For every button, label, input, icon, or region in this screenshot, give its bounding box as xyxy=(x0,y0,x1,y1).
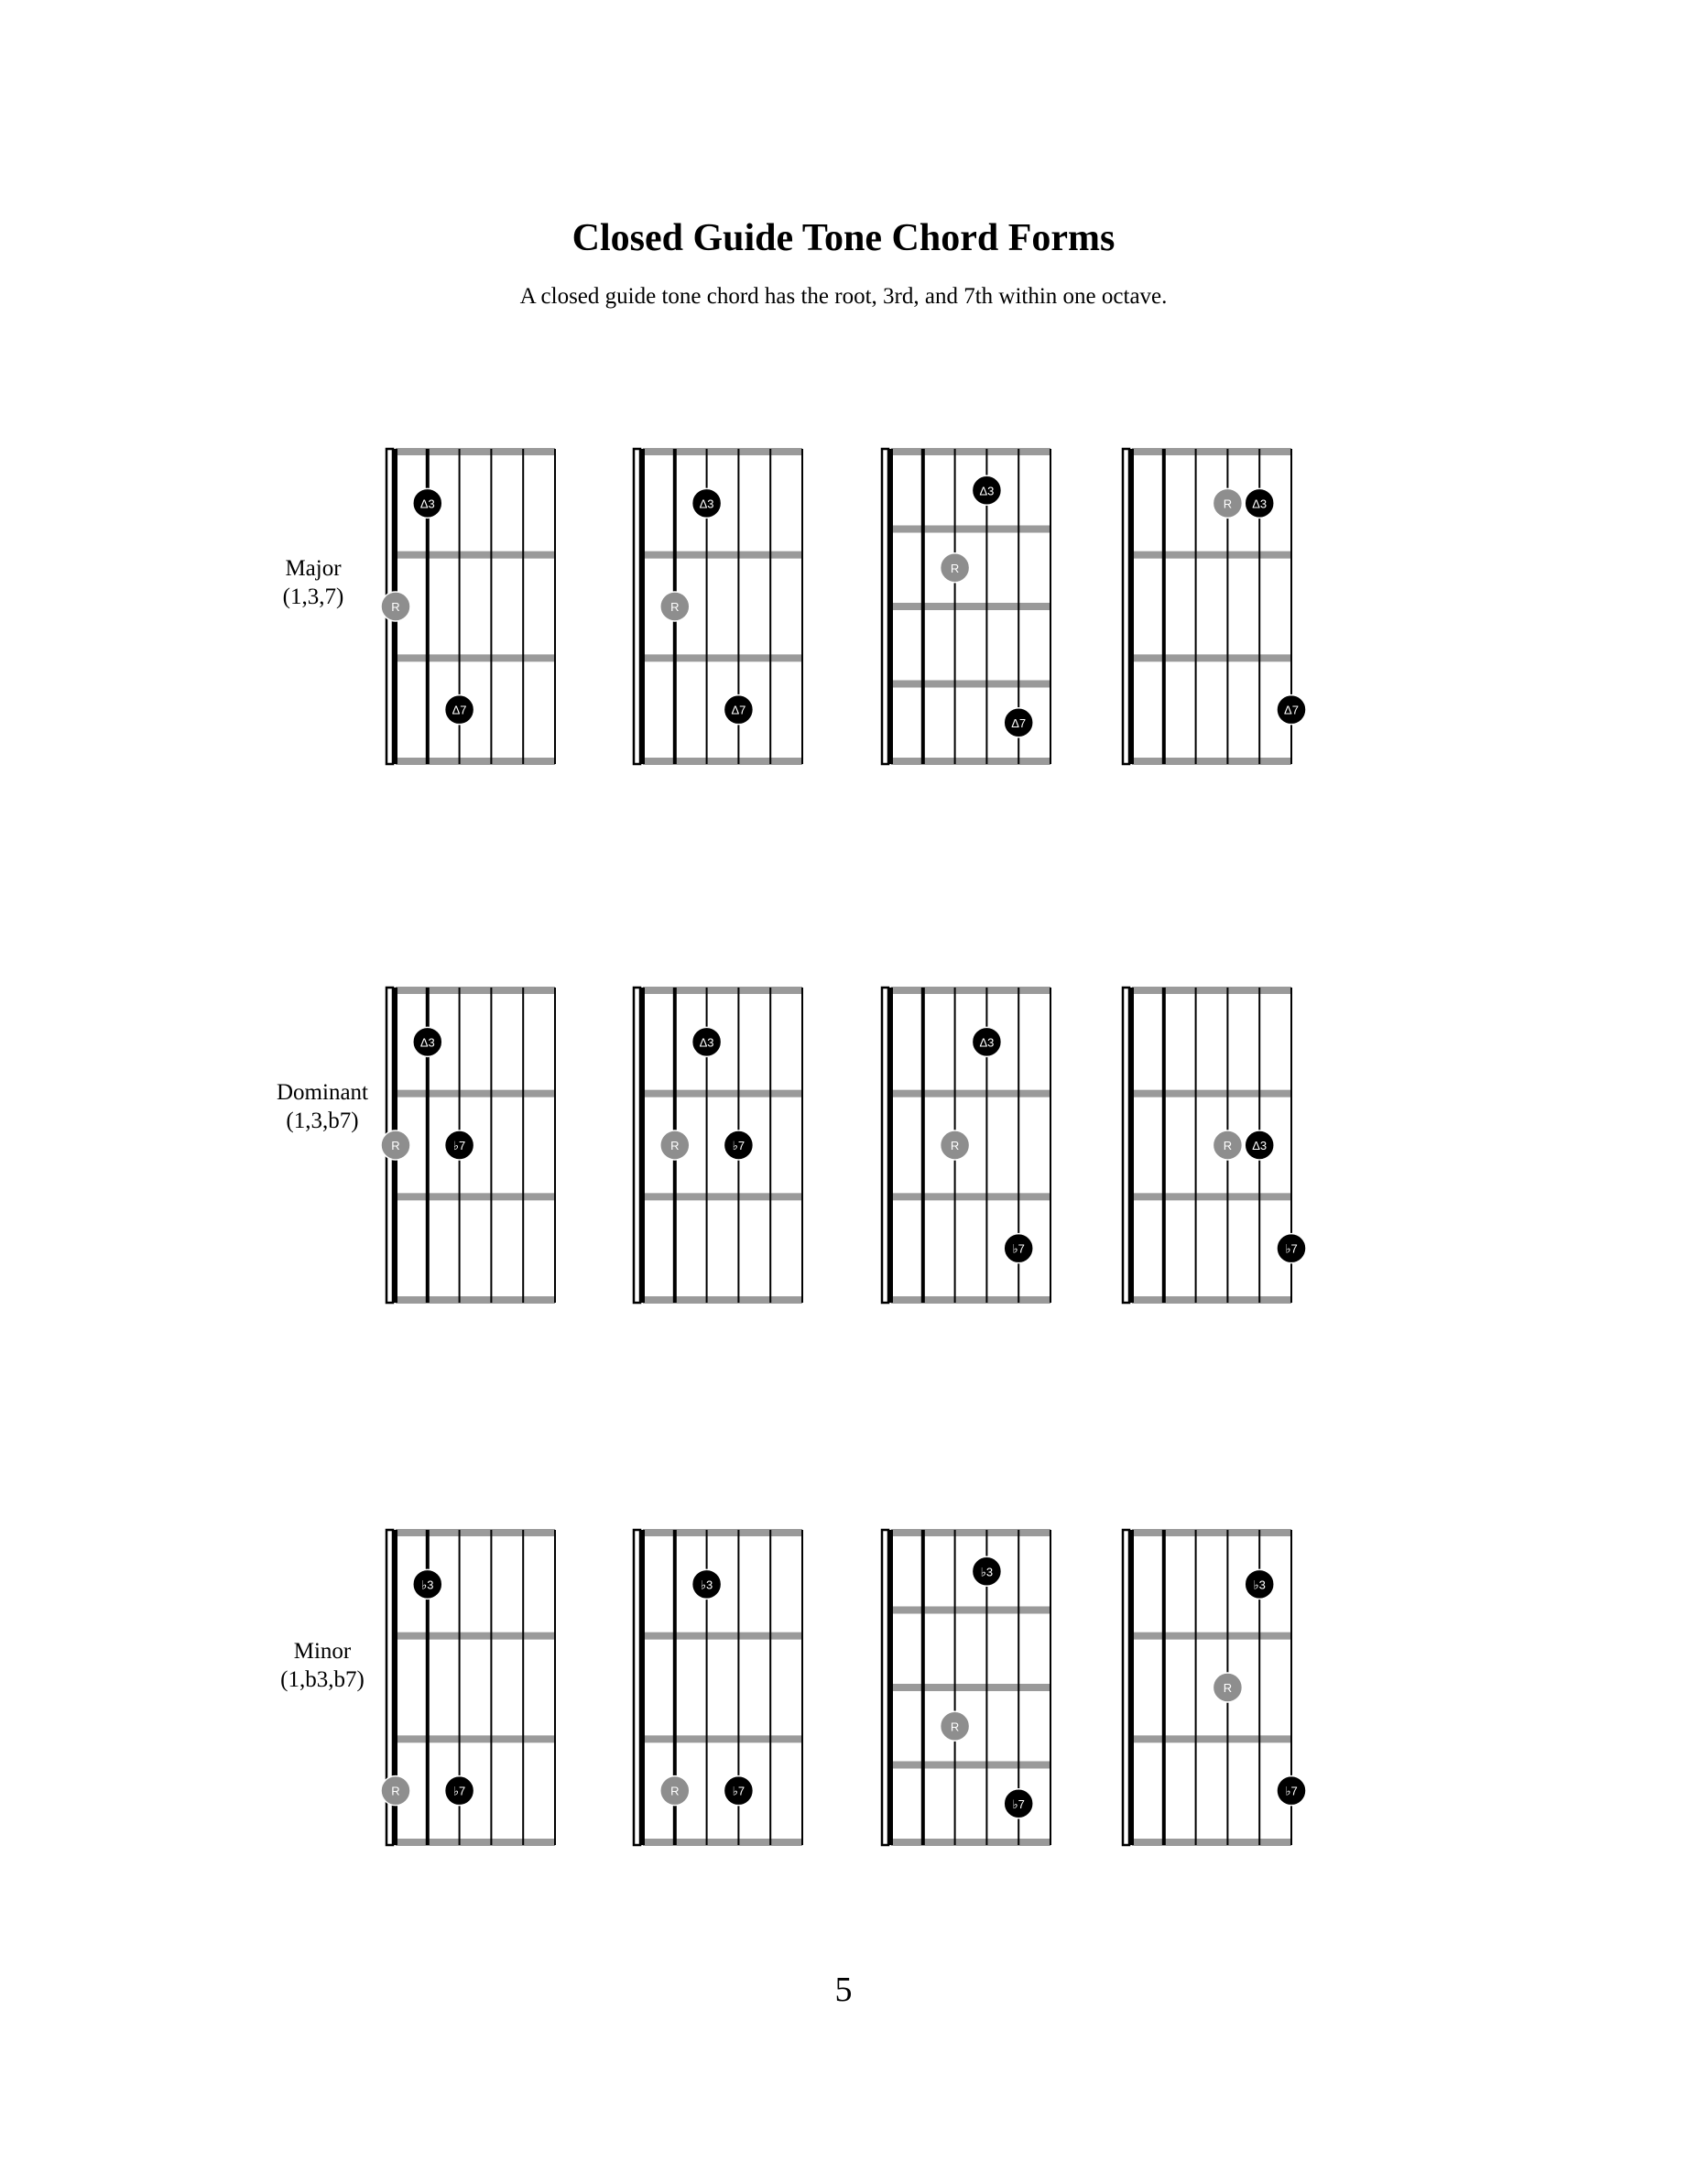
fret-line xyxy=(396,987,555,994)
fret-line xyxy=(396,654,555,661)
chord-tone-dot xyxy=(1004,1789,1033,1818)
fret-line xyxy=(891,1193,1050,1200)
fret-line xyxy=(891,681,1050,688)
chord-tone-dot xyxy=(724,695,753,725)
row-label-major xyxy=(222,554,405,611)
fret-line xyxy=(891,1607,1050,1614)
chord-diagram xyxy=(1116,1525,1304,1850)
dot-label: R xyxy=(950,561,960,575)
row-name: Dominant xyxy=(277,1080,368,1105)
fret-line xyxy=(891,603,1050,610)
fret-line xyxy=(643,1193,802,1200)
fret-line xyxy=(396,1735,555,1742)
root-dot xyxy=(941,1130,970,1160)
fret-line xyxy=(396,1193,555,1200)
dot-label: ♭7 xyxy=(452,1784,466,1798)
chord-tone-dot xyxy=(445,1130,474,1160)
fret-line xyxy=(1132,1529,1291,1536)
fret-line xyxy=(1132,1735,1291,1742)
root-dot xyxy=(381,1130,410,1160)
dot-label: Δ3 xyxy=(979,1035,995,1050)
chord-tone-dot xyxy=(413,1027,442,1056)
fret-line xyxy=(891,1296,1050,1304)
chord-diagram xyxy=(626,444,815,769)
root-dot xyxy=(660,1130,690,1160)
fret-line xyxy=(1132,1633,1291,1640)
dot-label: ♭3 xyxy=(1253,1578,1266,1592)
chord-tone-dot xyxy=(1004,708,1033,737)
dot-label: ♭7 xyxy=(732,1139,746,1152)
chord-tone-dot xyxy=(972,1556,1001,1586)
chord-tone-dot xyxy=(724,1130,753,1160)
chord-tone-dot xyxy=(445,695,474,725)
dot-label: R xyxy=(670,600,680,614)
fret-line xyxy=(643,987,802,994)
dot-label: Δ3 xyxy=(419,497,435,511)
fret-line xyxy=(396,1090,555,1097)
dot-label: R xyxy=(950,1720,960,1734)
dot-label: R xyxy=(1223,1139,1233,1152)
chord-tone-dot xyxy=(1245,1130,1274,1160)
dot-label: Δ3 xyxy=(1252,1139,1268,1152)
chord-tone-dot xyxy=(1245,488,1274,518)
dot-label: Δ7 xyxy=(452,703,467,717)
nut xyxy=(882,1530,888,1845)
nut xyxy=(1123,449,1129,764)
root-dot xyxy=(1213,488,1242,518)
chord-tone-dot xyxy=(1277,695,1306,725)
dot-label: Δ3 xyxy=(699,497,714,511)
fret-line xyxy=(643,1090,802,1097)
fret-line xyxy=(891,1762,1050,1769)
fret-line xyxy=(891,758,1050,765)
chord-tone-dot xyxy=(692,1027,722,1056)
chord-diagram xyxy=(626,983,815,1307)
chord-tone-dot xyxy=(692,1569,722,1599)
dot-label: ♭7 xyxy=(1285,1241,1298,1256)
fret-line xyxy=(1132,551,1291,559)
fret-line xyxy=(891,448,1050,455)
fret-line xyxy=(643,758,802,765)
row-formula: (1,3,7) xyxy=(282,584,344,609)
chord-diagram xyxy=(379,983,568,1307)
fret-line xyxy=(396,1839,555,1846)
fret-line xyxy=(1132,1839,1291,1846)
fret-line xyxy=(643,551,802,559)
root-dot xyxy=(381,592,410,621)
fret-line xyxy=(396,1296,555,1304)
dot-label: R xyxy=(391,1139,400,1152)
chord-diagram xyxy=(1116,983,1304,1307)
fret-line xyxy=(1132,1296,1291,1304)
chord-diagram xyxy=(875,444,1063,769)
dot-label: R xyxy=(1223,497,1233,511)
dot-label: R xyxy=(391,600,400,614)
chord-diagram xyxy=(1116,444,1304,769)
chord-tone-dot xyxy=(445,1776,474,1806)
row-name: Major xyxy=(285,556,342,581)
fret-line xyxy=(643,1633,802,1640)
fret-line xyxy=(891,526,1050,533)
fret-line xyxy=(891,1684,1050,1691)
fret-line xyxy=(643,1735,802,1742)
root-dot xyxy=(660,1776,690,1806)
row-name: Minor xyxy=(293,1639,352,1664)
dot-label: R xyxy=(670,1139,680,1152)
dot-label: ♭3 xyxy=(421,1578,434,1592)
dot-label: Δ7 xyxy=(731,703,746,717)
chord-diagram xyxy=(379,1525,568,1850)
nut xyxy=(634,988,640,1303)
dot-label: R xyxy=(670,1784,680,1798)
fret-line xyxy=(643,654,802,661)
fret-line xyxy=(1132,654,1291,661)
fret-line xyxy=(396,551,555,559)
root-dot xyxy=(381,1776,410,1806)
dot-label: ♭7 xyxy=(1012,1796,1025,1811)
chord-tone-dot xyxy=(1004,1234,1033,1263)
fret-line xyxy=(891,1839,1050,1846)
nut xyxy=(1123,1530,1129,1845)
fret-line xyxy=(396,1529,555,1536)
fret-line xyxy=(643,448,802,455)
fret-line xyxy=(643,1296,802,1304)
dot-label: R xyxy=(1223,1681,1233,1695)
chord-tone-dot xyxy=(413,488,442,518)
fret-line xyxy=(643,1839,802,1846)
nut xyxy=(882,449,888,764)
fret-line xyxy=(396,1633,555,1640)
chord-tone-dot xyxy=(972,1027,1001,1056)
fret-line xyxy=(643,1529,802,1536)
row-formula: (1,b3,b7) xyxy=(280,1667,365,1692)
fret-line xyxy=(891,1090,1050,1097)
fret-line xyxy=(891,1529,1050,1536)
nut xyxy=(634,1530,640,1845)
dot-label: Δ3 xyxy=(419,1035,435,1050)
chord-diagram xyxy=(379,444,568,769)
chord-diagram xyxy=(875,983,1063,1307)
dot-label: Δ7 xyxy=(1011,715,1027,730)
root-dot xyxy=(1213,1673,1242,1702)
dot-label: R xyxy=(950,1139,960,1152)
nut xyxy=(634,449,640,764)
chord-diagram xyxy=(875,1525,1063,1850)
dot-label: ♭7 xyxy=(732,1784,746,1798)
fret-line xyxy=(1132,1193,1291,1200)
fret-line xyxy=(396,758,555,765)
fret-line xyxy=(1132,448,1291,455)
dot-label: R xyxy=(391,1784,400,1798)
chord-tone-dot xyxy=(1245,1569,1274,1599)
chord-diagram xyxy=(626,1525,815,1850)
dot-label: ♭3 xyxy=(700,1578,713,1592)
root-dot xyxy=(660,592,690,621)
fret-line xyxy=(1132,1090,1291,1097)
root-dot xyxy=(941,1711,970,1741)
page-subtitle: A closed guide tone chord has the root, 3rd, and 7th within one octave. xyxy=(519,284,1168,309)
dot-label: Δ3 xyxy=(699,1035,714,1050)
root-dot xyxy=(941,553,970,583)
dot-label: ♭3 xyxy=(980,1565,994,1579)
fret-line xyxy=(1132,987,1291,994)
chord-tone-dot xyxy=(692,488,722,518)
dot-label: ♭7 xyxy=(1012,1241,1025,1256)
dot-label: Δ3 xyxy=(1252,497,1268,511)
fret-line xyxy=(396,448,555,455)
chord-tone-dot xyxy=(972,475,1001,505)
row-formula: (1,3,b7) xyxy=(286,1108,359,1133)
root-dot xyxy=(1213,1130,1242,1160)
chord-tone-dot xyxy=(724,1776,753,1806)
fret-line xyxy=(1132,758,1291,765)
dot-label: Δ3 xyxy=(979,484,995,498)
page-title: Closed Guide Tone Chord Forms xyxy=(571,217,1116,259)
chord-tone-dot xyxy=(1277,1234,1306,1263)
chord-tone-dot xyxy=(1277,1776,1306,1806)
nut xyxy=(1123,988,1129,1303)
dot-label: Δ7 xyxy=(1284,703,1299,717)
nut xyxy=(882,988,888,1303)
page-number: 5 xyxy=(834,1971,853,2009)
dot-label: ♭7 xyxy=(452,1139,466,1152)
dot-label: ♭7 xyxy=(1285,1784,1298,1798)
fret-line xyxy=(891,987,1050,994)
chord-tone-dot xyxy=(413,1569,442,1599)
